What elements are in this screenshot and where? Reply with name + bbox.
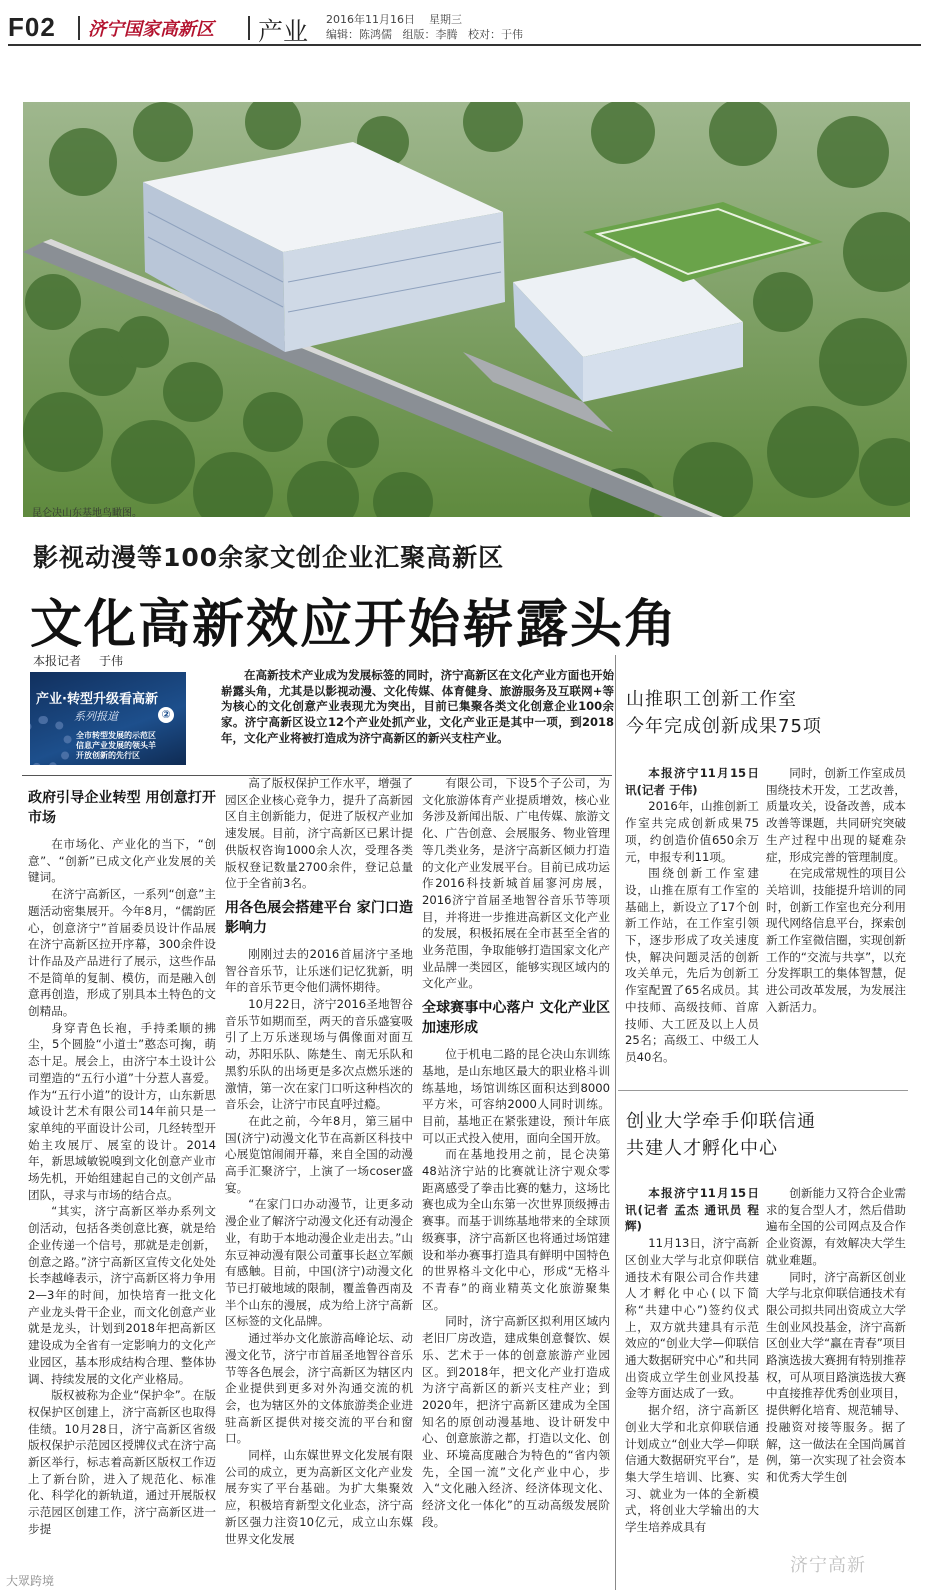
headline-line: 共建人才孵化中心 — [626, 1138, 778, 1159]
article-subhead: 影视动漫等100余家文创企业汇聚高新区 — [33, 543, 505, 572]
dateline: 本报济宁11月15日讯(记者 于伟) — [625, 766, 759, 797]
series-number: ② — [158, 707, 174, 723]
paragraph: 在此之前，今年8月，第三届中国(济宁)动漫文化节在高新区科技中心展览馆闹闹开幕，来自全国的动漫高手汇聚济宁，上演了一场coser盛宴。 — [225, 1113, 413, 1195]
paragraph: “在家门口办动漫节，让更多动漫企业了解济宁动漫文化还有动漫企业，有助于本地动漫企业走出去。”山东豆神动漫有限公司董事长赵立军颇有感触。目前，中国(济宁)动漫文化节已打破地域的限制，覆盖鲁西南及半个山东的漫展，成为给上济宁高新区标签的文化品牌。 — [225, 1197, 413, 1329]
headline-line: 创业大学牵手仰联信通 — [626, 1111, 816, 1132]
side-story-1-col-a — [625, 765, 759, 1066]
side-story-1-headline — [626, 686, 822, 740]
proof-credit: 校对：于伟 — [468, 28, 523, 41]
paragraph: 在市场化、产业化的当下，“创意”、“创新”已成文化产业发展的关键词。 — [28, 837, 216, 885]
byline-author: 于伟 — [99, 654, 124, 668]
issue-date: 2016年11月16日 — [326, 13, 415, 26]
layout-credit: 组版：李腾 — [402, 28, 458, 41]
paragraph: 版权被称为企业“保护伞”。在版权保护区创建上，济宁高新区也取得佳绩。10月28日，济宁高新区省级版权保护示范园区授牌仪式在济宁高新区举行，标志着高新区版权工作迈上了新台阶，进入了规范化、标准化、科学化的新轨道，通过开展版权示范园区创建工作，济宁高新区进一步提 — [28, 1388, 216, 1536]
paragraph: 而在基地投用之前，昆仑决第48站济宁站的比赛就让济宁观众零距离感受了拳击比赛的魅力，这场比赛也成为全山东第一次世界顶级搏击赛事。而基于训练基地带来的全球顶级赛事，济宁高新区也将通过场馆建设和举办赛事打造具有鲜明中国特色的世界格斗文化中心，形成“无格斗不青春”的商业精英文化旅游聚集区。 — [422, 1147, 610, 1312]
divider — [248, 16, 250, 40]
paragraph: 有限公司，下设5个子公司，为文化旅游体育产业提质增效，核心业务涉及新闻出版、广电传媒、旅游文化、广告创意、会展服务、物业管理等几类业务，是济宁高新区倾力打造的文化产业发展平台。目前已成功运作2016科技新城首届寥河房展，2016济宁首届圣地智谷音乐节等项目，并将进一步推进高新区文化产业的发展，积极拓展在全市甚至全省的业务范围，争取能够打造国家文化产业品牌一类园区，能够实现区域内的文化产业。 — [422, 776, 610, 991]
paragraph: 同样，山东媒世界文化发展有限公司的成立，更为高新区文化产业发展夯实了平台基础。为扩大集聚效应，积极培育新型文化业态，济宁高新区强力注资10亿元，成立山东媒世界文化发展 — [225, 1448, 413, 1546]
side-story-1-col-b — [766, 765, 906, 1016]
lead-paragraph: 在高新技术产业成为发展标签的同时，济宁高新区在文化产业方面也开始崭露头角，尤其是以影视动漫、文化传媒、体育健身、旅游服务及互联网+等为核心的文化创意产业表现尤为突出，目前已集聚各类文化创意企业100余家。济宁高新区设立12个产业处抓产业，文化产业正是其中一项，到2018年，文化产业将被打造成为济宁高新区的新兴支柱产业。 — [221, 668, 614, 745]
paragraph: 2016年，山推创新工作室共完成创新成果75项，约创造价值650余万元，申报专利11项。 — [625, 799, 759, 864]
paragraph: 在完成常规性的项目公关培训，技能提升培训的同时，创新工作室也充分利用现代网络信息平台，探索创新工作室微信圈，实现创新工作的“交流与共享”，以充分发挥职工的集体智慧，促进公司改革发展，为发展注入新活力。 — [766, 866, 906, 1014]
paragraph: 位于机电二路的昆仑决山东训练基地，是山东地区最大的职业格斗训练基地，场馆训练区面积达到8000平方米，可容纳2000人同时训练。目前，基地正在紧张建设，预计年底可以正式投入使用，面向全国开放。 — [422, 1047, 610, 1145]
paragraph: 创新能力又符合企业需求的复合型人才，然后借助遍布全国的公司网点及合作企业资源，有效解决大学生就业难题。 — [766, 1186, 906, 1267]
column-1 — [28, 782, 216, 1538]
section-heading: 政府引导企业转型 用创意打开市场 — [28, 790, 216, 826]
series-line: 全市转型发展的示范区 — [76, 731, 156, 740]
side-story-2-headline — [626, 1108, 816, 1162]
paragraph: 11月13日，济宁高新区创业大学与北京仰联信通技术有限公司合作共建人才孵化中心(以下简称“共建中心”)签约仪式上，双方就共建具有示范效应的“创业大学—仰联信通大数据研究中心”和共同出资成立学生创业风投基金等方面达成了一致。 — [625, 1236, 759, 1401]
brand-logo: 济宁国家高新区 — [88, 19, 214, 40]
paragraph: “其实，济宁高新区举办系列文创活动，包括各类创意比赛，就是给企业传递一个信号，那就是走创新，创意之路。”济宁高新区宣传文化处处长李越峰表示，济宁高新区将力争用2—3年的时间，加快培育一批文化产业龙头骨干企业，而文化创意产业就是龙头，计划到2018年把高新区建设成为全省有一定影响力的文化产业园区，基本形成结构合理、整体协调、持续发展的文化产业格局。 — [28, 1204, 216, 1386]
paragraph: 高了版权保护工作水平，增强了园区企业核心竞争力，提升了高新园区自主创新能力，促进了版权产业加速发展。目前，济宁高新区已累计提供版权咨询1000余人次，受理各类版权登记数量2700余件，登记总量位于全省前3名。 — [225, 776, 413, 891]
masthead — [8, 8, 921, 46]
divider — [618, 1090, 908, 1091]
series-badge — [30, 672, 186, 765]
headline-line: 今年完成创新成果75项 — [626, 716, 822, 737]
paragraph: 同时，创新工作室成员围绕技术开发，工艺改善，质量攻关，设备改善，成本改善等课题，共同研究突破生产过程中出现的疑难杂症，形成完善的管理制度。 — [766, 766, 906, 864]
article-headline: 文化高新效应开始崭露头角 — [30, 595, 679, 655]
section-heading: 用各色展会搭建平台 家门口造影响力 — [225, 899, 413, 936]
page-number: F02 — [8, 12, 56, 42]
issue-info — [326, 12, 523, 42]
paragraph: 通过举办文化旅游高峰论坛、动漫文化节，济宁市首届圣地智谷音乐节等各色展会，济宁高新区为辖区内企业提供到更多对外沟通交流的机会，也为辖区外的文体旅游类企业进驻高新区提供对接交流的平台和窗口。 — [225, 1331, 413, 1446]
series-line: 信息产业发展的领头羊 — [76, 741, 156, 750]
section-heading: 全球赛事中心落户 文化产业区加速形成 — [422, 1000, 610, 1037]
editor: 编辑：陈鸿儒 — [326, 28, 392, 41]
issue-weekday: 星期三 — [429, 13, 462, 26]
paragraph: 在济宁高新区，一系列“创意”主题活动密集展开。今年8月，“儒韵匠心，创意济宁”首届委员设计作品展在济宁高新区拉开序幕，300余件设计作品及产品进行了展示，这些作品不是简单的复制、模仿，而是融入创意再创造，形成了别具本土特色的文创精品。 — [28, 887, 216, 1019]
watermark: 大眾跨境 — [6, 1574, 55, 1588]
series-title: 产业·转型升级看高新 — [36, 692, 158, 707]
series-line: 开放创新的先行区 — [76, 751, 140, 760]
side-story-2-col-b — [766, 1185, 906, 1486]
paragraph: 身穿青色长袍，手持柔顺的拂尘，5个圆脸“小道士”憨态可掬，萌态十足。展会上，由济宁本土设计公司塑造的“五行小道”十分惹人喜爱。作为“五行小道”的设计方，山东新思域设计艺术有限公司14年前只是一家单纯的平面设计公司，几经转型开始主攻展厅、展室的设计。2014年，新思域敏锐嗅到文化创意产业市场先机，开始组建起自己的文创产品团队，寻求与市场的结合点。 — [28, 1020, 216, 1202]
divider — [78, 16, 80, 40]
headline-line: 山推职工创新工作室 — [626, 689, 797, 710]
watermark: 济宁高新 — [790, 1555, 866, 1576]
divider — [615, 655, 616, 1590]
column-2 — [225, 775, 413, 1547]
gear-icon — [30, 716, 72, 765]
paragraph: 10月22日，济宁2016圣地智谷音乐节如期而至，两天的音乐盛宴吸引了上万乐迷现场与偶像面对面互动，苏阳乐队、陈楚生、南无乐队和黑豹乐队的出场更是多次点燃乐迷的激情，第一次在家门口听这种档次的音乐会，让济宁市民直呼过瘾。 — [225, 997, 413, 1112]
paragraph: 刚刚过去的2016首届济宁圣地智谷音乐节，让乐迷们记忆犹新，明年的音乐节更令他们满怀期待。 — [225, 946, 413, 995]
paragraph: 同时，济宁高新区拟利用区域内老旧厂房改造，建成集创意餐饮、娱乐、艺术于一体的创意旅游产业园区。到2018年，把文化产业打造成为济宁高新区的新兴支柱产业；到2020年，把济宁高新区建成为全国知名的原创动漫基地、设计研发中心、创意旅游之都，打造以文化、创业、环境高度融合为特色的“省内领先，全国一流”文化产业中心，步入“文化融入经济、经济体现文化、经济文化一体化”的互动高级发展阶段。 — [422, 1314, 610, 1529]
aerial-photo — [23, 102, 910, 517]
photo-caption: 昆仑决山东基地鸟瞰图。 — [32, 508, 142, 519]
paragraph: 围绕创新工作室建设，山推在原有工作室的基础上，新设立了17个创新工作站，在工作室引领下，逐步形成了攻关速度快，解决问题灵活的创新攻关单元，先后为创新工作室配置了65名成员。其中技师、高级技师、首席技师、大工匠及以上人员25名；高级工、中级工人员40名。 — [625, 866, 759, 1064]
byline — [33, 652, 123, 669]
side-story-2-col-a — [625, 1185, 759, 1536]
series-label: 系列报道 — [74, 710, 118, 723]
paragraph: 同时，济宁高新区创业大学与北京仰联信通技术有限公司拟共同出资成立大学生创业风投基金，济宁高新区创业大学“赢在青春”项目路演选拔大赛拥有特别推荐权，可从项目路演选拔大赛中直接推荐优秀创业项目，提供孵化培育、规范辅导、投融资对接等服务。据了解，这一做法在全国尚属首例，第一次实现了社会资本和优秀大学生创 — [766, 1269, 906, 1484]
dateline: 本报济宁11月15日讯(记者 孟杰 通讯员 程辉) — [625, 1186, 759, 1234]
column-3 — [422, 775, 610, 1531]
paragraph: 据介绍，济宁高新区创业大学和北京仰联信通计划成立“创业大学—仰联信通大数据研究平台”，是集大学生培训、比赛、实习、就业为一体的全新模式，将创业大学输出的大学生培养成具有 — [625, 1403, 759, 1535]
byline-label: 本报记者 — [33, 654, 82, 668]
section-title: 产业 — [258, 17, 309, 46]
